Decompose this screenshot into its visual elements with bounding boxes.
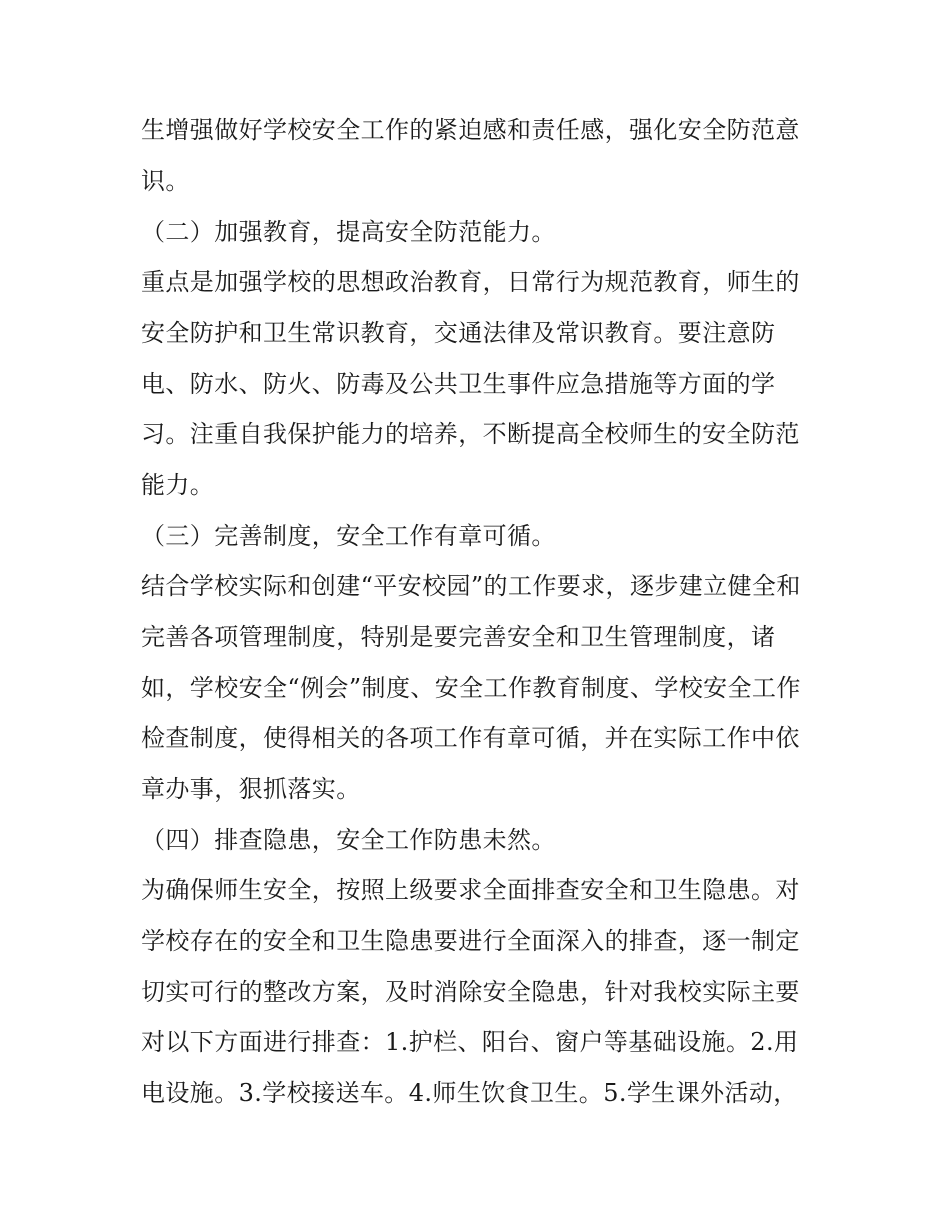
text-line: 能力。 bbox=[141, 471, 215, 499]
text-line: 对以下方面进行排查：1.护栏、阳台、窗户等基础设施。2.用 bbox=[141, 1028, 799, 1056]
text-line: 检查制度，使得相关的各项工作有章可循，并在实际工作中依 bbox=[141, 724, 800, 752]
text-line: 切实可行的整改方案，及时消除安全隐患，针对我校实际主要 bbox=[141, 978, 800, 1006]
section-heading: （四）排查隐患，安全工作防患未然。 bbox=[141, 826, 556, 854]
text-line: 完善各项管理制度，特别是要完善安全和卫生管理制度，诸 bbox=[141, 623, 776, 651]
text-line: 电、防水、防火、防毒及公共卫生事件应急措施等方面的学 bbox=[141, 370, 776, 398]
text-line: 学校存在的安全和卫生隐患要进行全面深入的排查，逐一制定 bbox=[141, 927, 800, 955]
text-line: 重点是加强学校的思想政治教育，日常行为规范教育，师生的 bbox=[141, 268, 800, 296]
section-heading: （二）加强教育，提高安全防范能力。 bbox=[141, 218, 556, 246]
text-line: 电设施。3.学校接送车。4.师生饮食卫生。5.学生课外活动， bbox=[141, 1079, 798, 1107]
text-line: 如，学校安全“例会”制度、安全工作教育制度、学校安全工作 bbox=[141, 674, 801, 702]
text-line: 安全防护和卫生常识教育，交通法律及常识教育。要注意防 bbox=[141, 319, 776, 347]
text-line: 习。注重自我保护能力的培养，不断提高全校师生的安全防范 bbox=[141, 420, 800, 448]
text-line: 识。 bbox=[141, 167, 190, 195]
section-heading: （三）完善制度，安全工作有章可循。 bbox=[141, 522, 556, 550]
text-line: 结合学校实际和创建“平安校园”的工作要求，逐步建立健全和 bbox=[141, 572, 801, 600]
text-line: 为确保师生安全，按照上级要求全面排查安全和卫生隐患。对 bbox=[141, 876, 800, 904]
text-line: 章办事，狠抓落实。 bbox=[141, 775, 361, 803]
text-line: 生增强做好学校安全工作的紧迫感和责任感，强化安全防范意 bbox=[141, 116, 800, 144]
